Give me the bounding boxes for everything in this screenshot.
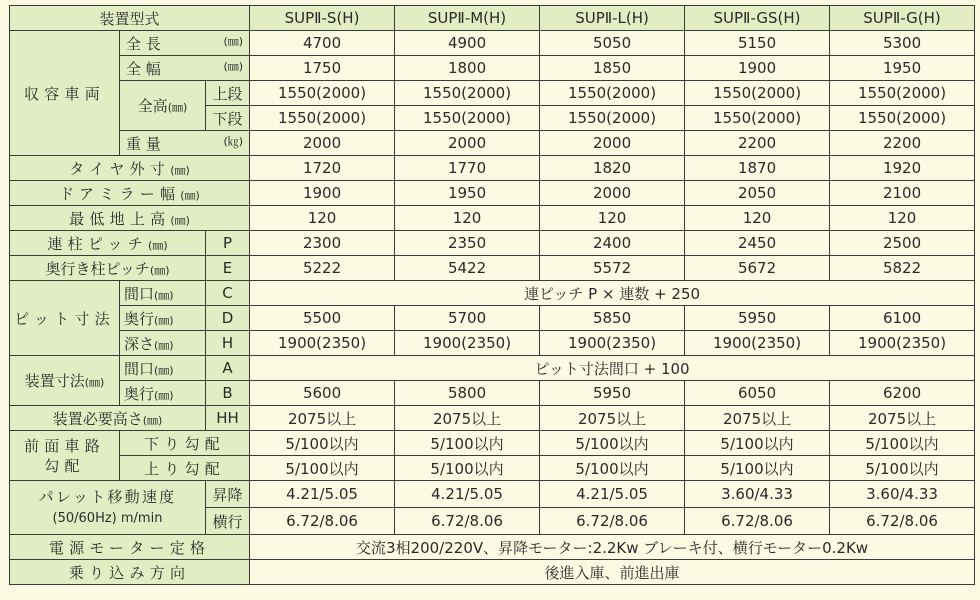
- spec-table: [9, 5, 975, 585]
- value-cell: 4.21/5.05: [250, 481, 395, 508]
- value-cell: 5800: [395, 381, 540, 406]
- unit-label: (㎜): [148, 238, 168, 252]
- entry-value: 後進入庫、前進出庫: [250, 560, 975, 585]
- model-header: SUPⅡ-S(H): [250, 6, 395, 31]
- pillar-pitch-row: [10, 231, 975, 256]
- slope-down-label: 下り勾配: [120, 431, 250, 456]
- value-cell: 5672: [685, 256, 830, 281]
- power-row: [10, 535, 975, 560]
- value-cell: 5950: [685, 306, 830, 331]
- pit-frontage-formula: 連ピッチ P × 連数 + 250: [250, 281, 975, 306]
- value-cell: 2000: [250, 131, 395, 156]
- pit-depth-label: 奥行: [124, 309, 155, 328]
- value-cell: 5422: [395, 256, 540, 281]
- value-cell: 1900(2350): [250, 331, 395, 356]
- mirror-label: ドアミラー幅: [59, 184, 181, 203]
- value-cell: 6.72/8.06: [250, 508, 395, 535]
- pit-frontage-row: [10, 281, 975, 306]
- header-row: [10, 6, 975, 31]
- vehicle-length-label: 全 長: [126, 34, 161, 53]
- value-cell: 2400: [540, 231, 685, 256]
- vehicle-length-row: [10, 31, 975, 56]
- value-cell: 4.21/5.05: [540, 481, 685, 508]
- value-cell: 120: [395, 206, 540, 231]
- vehicle-height-upper-row: [10, 81, 975, 106]
- slope-group-label-2: 勾配: [44, 456, 85, 475]
- value-cell: 5/100以内: [250, 456, 395, 481]
- value-cell: 5/100以内: [685, 431, 830, 456]
- vehicle-group-label: 収容車両: [10, 31, 120, 156]
- value-cell: 1550(2000): [540, 81, 685, 106]
- value-cell: 1550(2000): [685, 81, 830, 106]
- value-cell: 6200: [830, 381, 975, 406]
- value-cell: 2050: [685, 181, 830, 206]
- value-cell: 2075以上: [250, 406, 395, 431]
- device-frontage-label: 間口: [124, 359, 155, 378]
- ground-clearance-row: [10, 206, 975, 231]
- value-cell: 5600: [250, 381, 395, 406]
- value-cell: 1550(2000): [830, 106, 975, 131]
- value-cell: 1920: [830, 156, 975, 181]
- required-height-row: [10, 406, 975, 431]
- value-cell: 1550(2000): [395, 81, 540, 106]
- code-label: E: [206, 256, 250, 281]
- required-height-label: 装置必要高さ: [52, 409, 143, 428]
- speed-lift-row: [10, 481, 975, 508]
- pit-group-label: ピット寸法: [10, 281, 120, 356]
- power-label: 電源モーター定格: [10, 535, 250, 560]
- value-cell: 1550(2000): [250, 81, 395, 106]
- device-frontage-row: [10, 356, 975, 381]
- vehicle-width-label: 全 幅: [126, 59, 161, 78]
- value-cell: 6.72/8.06: [395, 508, 540, 535]
- value-cell: 120: [685, 206, 830, 231]
- value-cell: 5/100以内: [250, 431, 395, 456]
- value-cell: 2000: [540, 181, 685, 206]
- value-cell: 5150: [685, 31, 830, 56]
- value-cell: 5/100以内: [830, 431, 975, 456]
- value-cell: 5/100以内: [395, 431, 540, 456]
- pit-frontage-label: 間口: [124, 284, 155, 303]
- value-cell: 1750: [250, 56, 395, 81]
- value-cell: 1770: [395, 156, 540, 181]
- vehicle-width-row: [10, 56, 975, 81]
- device-frontage-formula: ピット寸法間口 + 100: [250, 356, 975, 381]
- value-cell: 5572: [540, 256, 685, 281]
- slope-group-label: 前面車路: [23, 436, 105, 455]
- vehicle-height-label: 全高: [137, 97, 168, 115]
- power-value: 交流3相200/220V、昇降モーター:2.2Kw ブレーキ付、横行モーター0.2Kw: [250, 535, 975, 560]
- unit-label: (㎜): [223, 59, 244, 73]
- speed-traverse-label: 横行: [206, 508, 250, 535]
- value-cell: 5/100以内: [685, 456, 830, 481]
- value-cell: 2450: [685, 231, 830, 256]
- speed-group-unit: (50/60Hz) m/min: [52, 510, 163, 526]
- code-label: A: [206, 356, 250, 381]
- depth-pitch-label: 奥行き柱ピッチ: [45, 259, 150, 278]
- value-cell: 6.72/8.06: [830, 508, 975, 535]
- code-label: C: [206, 281, 250, 306]
- pit-deep-label: 深さ: [124, 334, 155, 353]
- model-header: SUPⅡ-M(H): [395, 6, 540, 31]
- value-cell: 2500: [830, 231, 975, 256]
- depth-pitch-row: [10, 256, 975, 281]
- unit-label: (㎜): [84, 376, 105, 389]
- tire-label: タイヤ外寸: [69, 159, 171, 178]
- speed-lift-label: 昇降: [206, 481, 250, 508]
- value-cell: 5/100以内: [395, 456, 540, 481]
- model-header: SUPⅡ-GS(H): [685, 6, 830, 31]
- ground-label: 最低地上高: [69, 209, 171, 228]
- value-cell: 1720: [250, 156, 395, 181]
- value-cell: 120: [540, 206, 685, 231]
- slope-up-row: [10, 456, 975, 481]
- value-cell: 1800: [395, 56, 540, 81]
- value-cell: 1950: [830, 56, 975, 81]
- value-cell: 2000: [540, 131, 685, 156]
- value-cell: 5/100以内: [540, 456, 685, 481]
- speed-group-label: パレット移動速度: [38, 487, 177, 506]
- value-cell: 1550(2000): [250, 106, 395, 131]
- value-cell: 120: [830, 206, 975, 231]
- value-cell: 5222: [250, 256, 395, 281]
- value-cell: 6050: [685, 381, 830, 406]
- unit-label: (㎜): [180, 188, 200, 202]
- entry-row: [10, 560, 975, 585]
- value-cell: 3.60/4.33: [830, 481, 975, 508]
- value-cell: 5/100以内: [830, 456, 975, 481]
- value-cell: 1820: [540, 156, 685, 181]
- value-cell: 5050: [540, 31, 685, 56]
- unit-label: (㎜): [223, 34, 244, 48]
- unit-label: (㎏): [223, 134, 244, 148]
- value-cell: 3.60/4.33: [685, 481, 830, 508]
- pit-depth-row: [10, 306, 975, 331]
- unit-label: (㎜): [154, 388, 174, 402]
- value-cell: 5850: [540, 306, 685, 331]
- value-cell: 4700: [250, 31, 395, 56]
- unit-label: (㎜): [170, 163, 190, 177]
- value-cell: 5/100以内: [540, 431, 685, 456]
- slope-up-label: 上り勾配: [120, 456, 250, 481]
- unit-label: (㎜): [154, 338, 174, 352]
- value-cell: 5300: [830, 31, 975, 56]
- value-cell: 1870: [685, 156, 830, 181]
- value-cell: 120: [250, 206, 395, 231]
- entry-label: 乗り込み方向: [10, 560, 250, 585]
- tire-row: [10, 156, 975, 181]
- pit-deep-row: [10, 331, 975, 356]
- value-cell: 2075以上: [685, 406, 830, 431]
- value-cell: 2000: [395, 131, 540, 156]
- vehicle-weight-label: 重 量: [126, 134, 161, 153]
- vehicle-weight-row: [10, 131, 975, 156]
- unit-label: (㎜): [149, 263, 170, 277]
- value-cell: 1550(2000): [395, 106, 540, 131]
- value-cell: 2200: [830, 131, 975, 156]
- value-cell: 5500: [250, 306, 395, 331]
- unit-label: (㎜): [170, 213, 190, 227]
- upper-tier-label: 上段: [206, 81, 250, 106]
- value-cell: 5822: [830, 256, 975, 281]
- slope-down-row: [10, 431, 975, 456]
- unit-label: (㎜): [167, 101, 188, 114]
- unit-label: (㎜): [154, 363, 174, 377]
- header-label: 装置型式: [10, 6, 250, 31]
- value-cell: 1900(2350): [395, 331, 540, 356]
- value-cell: 2075以上: [830, 406, 975, 431]
- value-cell: 4900: [395, 31, 540, 56]
- value-cell: 1900: [250, 181, 395, 206]
- device-depth-row: [10, 381, 975, 406]
- value-cell: 6100: [830, 306, 975, 331]
- value-cell: 5950: [540, 381, 685, 406]
- lower-tier-label: 下段: [206, 106, 250, 131]
- value-cell: 2300: [250, 231, 395, 256]
- pillar-pitch-label: 連柱ピッチ: [47, 234, 149, 253]
- value-cell: 1900(2350): [685, 331, 830, 356]
- value-cell: 6.72/8.06: [540, 508, 685, 535]
- code-label: H: [206, 331, 250, 356]
- value-cell: 1900: [685, 56, 830, 81]
- unit-label: (㎜): [154, 288, 174, 302]
- mirror-row: [10, 181, 975, 206]
- value-cell: 1900(2350): [830, 331, 975, 356]
- value-cell: 2350: [395, 231, 540, 256]
- value-cell: 1950: [395, 181, 540, 206]
- unit-label: (㎜): [154, 313, 174, 327]
- value-cell: 4.21/5.05: [395, 481, 540, 508]
- value-cell: 1550(2000): [540, 106, 685, 131]
- code-label: B: [206, 381, 250, 406]
- value-cell: 1900(2350): [540, 331, 685, 356]
- device-group-label: 装置寸法: [24, 372, 85, 390]
- device-depth-label: 奥行: [124, 384, 155, 403]
- value-cell: 1850: [540, 56, 685, 81]
- value-cell: 1550(2000): [685, 106, 830, 131]
- value-cell: 2200: [685, 131, 830, 156]
- value-cell: 2100: [830, 181, 975, 206]
- value-cell: 6.72/8.06: [685, 508, 830, 535]
- unit-label: (㎜): [142, 413, 163, 427]
- value-cell: 1550(2000): [830, 81, 975, 106]
- code-label: P: [206, 231, 250, 256]
- value-cell: 2075以上: [540, 406, 685, 431]
- model-header: SUPⅡ-L(H): [540, 6, 685, 31]
- code-label: D: [206, 306, 250, 331]
- value-cell: 5700: [395, 306, 540, 331]
- value-cell: 2075以上: [395, 406, 540, 431]
- model-header: SUPⅡ-G(H): [830, 6, 975, 31]
- code-label: HH: [206, 406, 250, 431]
